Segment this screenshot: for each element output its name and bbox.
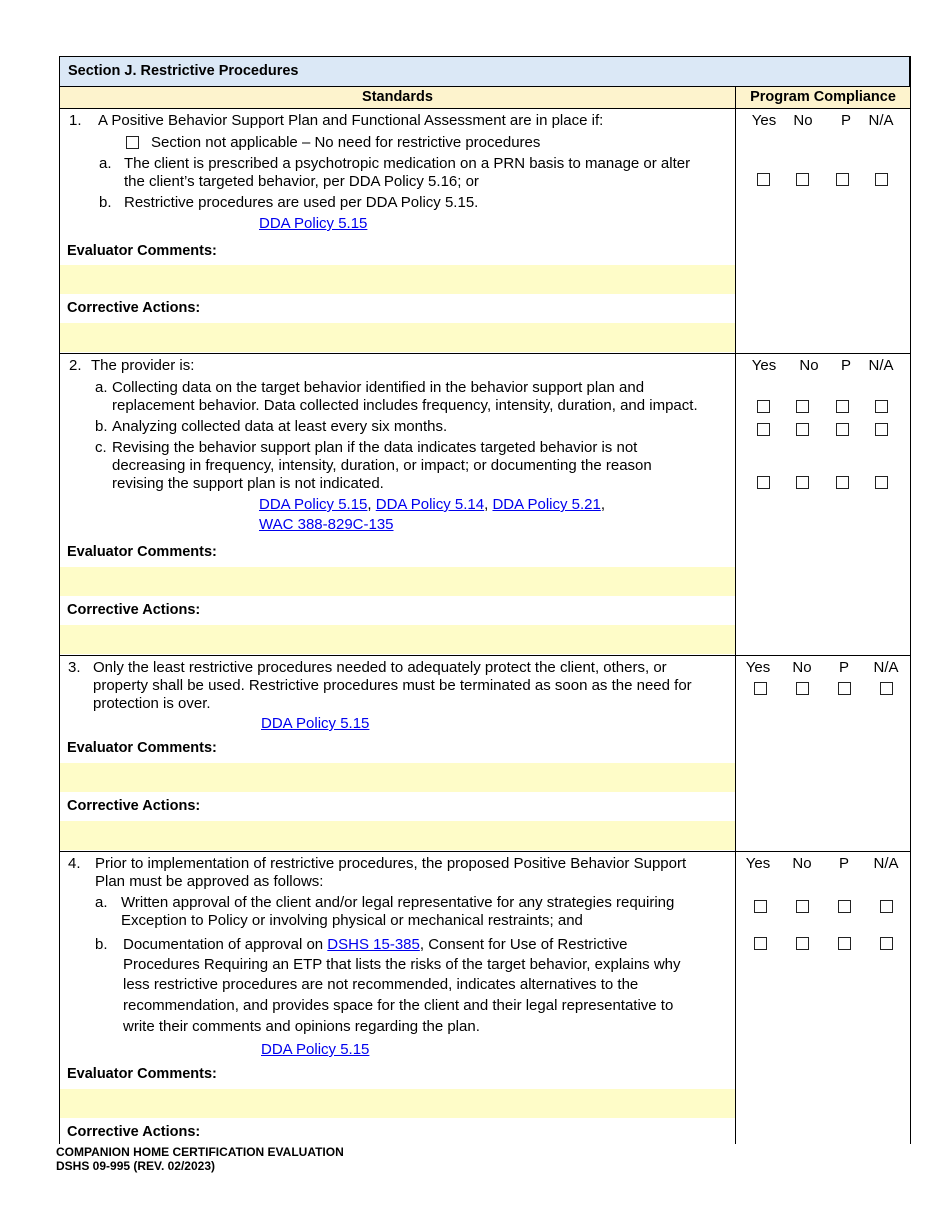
- item-4b-no-checkbox[interactable]: [796, 937, 809, 950]
- item-4b-line2: Procedures Requiring an ETP that lists the risks of the target behavior, explains why: [123, 956, 681, 973]
- item-2a-na-checkbox[interactable]: [875, 400, 888, 413]
- item-4b-yes-checkbox[interactable]: [754, 937, 767, 950]
- item-4a-line2: Exception to Policy or involving physical or mechanical restraints; and: [121, 912, 583, 929]
- item-1-na-checkbox[interactable]: [875, 173, 888, 186]
- item-1b-letter: b.: [99, 194, 112, 211]
- corrective-actions-label-3: Corrective Actions:: [67, 798, 201, 814]
- yes-header-2: Yes: [751, 357, 777, 374]
- item-4-line1: Prior to implementation of restrictive procedures, the proposed Positive Behavior Support: [95, 855, 687, 872]
- item-3-line1: Only the least restrictive procedures needed to adequately protect the client, others, or: [93, 659, 667, 676]
- item-1a-letter: a.: [99, 155, 112, 172]
- corrective-actions-label-2: Corrective Actions:: [67, 602, 201, 618]
- item-1-p-checkbox[interactable]: [836, 173, 849, 186]
- item-1-no-checkbox[interactable]: [796, 173, 809, 186]
- corrective-actions-field-1[interactable]: [60, 323, 735, 352]
- na-header-3: N/A: [873, 659, 899, 676]
- item-2c-line3: revising the support plan is not indicated.: [112, 475, 384, 492]
- item-2b-na-checkbox[interactable]: [875, 423, 888, 436]
- yes-header-1: Yes: [751, 112, 777, 129]
- item-2-policy-links: DDA Policy 5.15, DDA Policy 5.14, DDA Policy 5.21,: [259, 496, 606, 513]
- footer-title: COMPANION HOME CERTIFICATION EVALUATION: [56, 1145, 344, 1159]
- p-header-1: P: [840, 112, 851, 129]
- no-header-4: No: [792, 855, 812, 872]
- item-4a-na-checkbox[interactable]: [880, 900, 893, 913]
- na-header-2: N/A: [868, 357, 894, 374]
- item-2c-p-checkbox[interactable]: [836, 476, 849, 489]
- item-4b-line3: less restrictive procedures are not recommended, indicates alternatives to the: [123, 976, 639, 993]
- item-2-wac-link[interactable]: WAC 388-829C-135: [259, 516, 394, 533]
- item-4b-pre: Documentation of approval on: [123, 936, 328, 953]
- item-2a-no-checkbox[interactable]: [796, 400, 809, 413]
- section-title: Section J. Restrictive Procedures: [68, 63, 299, 79]
- item-1-yes-checkbox[interactable]: [757, 173, 770, 186]
- item-4-number: 4.: [68, 855, 81, 872]
- corrective-actions-label-4: Corrective Actions:: [67, 1124, 201, 1140]
- p-header-3: P: [838, 659, 849, 676]
- p-header-4: P: [838, 855, 849, 872]
- item-4b-p-checkbox[interactable]: [838, 937, 851, 950]
- item-4b-post: , Consent for Use of Restrictive: [419, 936, 628, 953]
- corrective-actions-field-3[interactable]: [60, 821, 735, 850]
- item-3-number: 3.: [68, 659, 81, 676]
- item-2-number: 2.: [69, 357, 82, 374]
- item-4-policy-link[interactable]: DDA Policy 5.15: [261, 1041, 370, 1058]
- yes-header-4: Yes: [745, 855, 771, 872]
- evaluator-comments-label-2: Evaluator Comments:: [67, 544, 217, 560]
- evaluator-comments-label-3: Evaluator Comments:: [67, 740, 217, 756]
- item-2c-no-checkbox[interactable]: [796, 476, 809, 489]
- item-3-p-checkbox[interactable]: [838, 682, 851, 695]
- item-2c-na-checkbox[interactable]: [875, 476, 888, 489]
- item-1-number: 1.: [69, 112, 82, 129]
- item-4b-letter: b.: [95, 936, 108, 953]
- item-4a-no-checkbox[interactable]: [796, 900, 809, 913]
- yes-header-3: Yes: [745, 659, 771, 676]
- item-2b-line1: Analyzing collected data at least every six months.: [112, 418, 448, 435]
- item-2c-line2: decreasing in frequency, intensity, duration, or impact; or documenting the reason: [112, 457, 652, 474]
- item-3-no-checkbox[interactable]: [796, 682, 809, 695]
- standards-header: Standards: [60, 86, 735, 108]
- no-header-1: No: [793, 112, 813, 129]
- item-4a-letter: a.: [95, 894, 108, 911]
- compliance-header: Program Compliance: [736, 86, 910, 108]
- item-4b-line4: recommendation, and provides space for the client and their legal representative to: [123, 997, 674, 1014]
- item-2-text: The provider is:: [91, 357, 195, 374]
- item-4a-yes-checkbox[interactable]: [754, 900, 767, 913]
- evaluator-comments-field-2[interactable]: [60, 567, 735, 596]
- item-3-yes-checkbox[interactable]: [754, 682, 767, 695]
- footer-form-number: DSHS 09-995 (REV. 02/2023): [56, 1159, 215, 1173]
- evaluator-comments-label-4: Evaluator Comments:: [67, 1066, 217, 1082]
- no-header-2: No: [799, 357, 819, 374]
- evaluator-comments-field-3[interactable]: [60, 763, 735, 792]
- item-2b-letter: b.: [95, 418, 108, 435]
- evaluator-comments-field-4[interactable]: [60, 1089, 735, 1118]
- item-1-na-option: Section not applicable – No need for restrictive procedures: [151, 134, 541, 151]
- item-3-line3: protection is over.: [93, 695, 211, 712]
- item-2b-yes-checkbox[interactable]: [757, 423, 770, 436]
- item-4-line2: Plan must be approved as follows:: [95, 873, 324, 890]
- item-2a-line2: replacement behavior. Data collected includes frequency, intensity, duration, and impact.: [112, 397, 698, 414]
- item-2a-letter: a.: [95, 379, 108, 396]
- section-not-applicable-checkbox[interactable]: [126, 136, 139, 149]
- item-2c-letter: c.: [95, 439, 107, 456]
- na-header-1: N/A: [868, 112, 894, 129]
- item-4b-na-checkbox[interactable]: [880, 937, 893, 950]
- item-2b-p-checkbox[interactable]: [836, 423, 849, 436]
- item-4b-line1: [123, 936, 627, 954]
- item-2-policy-link-3[interactable]: DDA Policy 5.21: [492, 496, 601, 513]
- item-2b-no-checkbox[interactable]: [796, 423, 809, 436]
- section-header: [59, 56, 910, 86]
- item-2-policy-link-1[interactable]: DDA Policy 5.15: [259, 496, 368, 513]
- item-3-policy-link[interactable]: DDA Policy 5.15: [261, 715, 370, 732]
- item-4a-p-checkbox[interactable]: [838, 900, 851, 913]
- evaluator-comments-label-1: Evaluator Comments:: [67, 243, 217, 259]
- evaluator-comments-field-1[interactable]: [60, 265, 735, 294]
- corrective-actions-label-1: Corrective Actions:: [67, 300, 201, 316]
- item-2c-yes-checkbox[interactable]: [757, 476, 770, 489]
- item-2-policy-link-2[interactable]: DDA Policy 5.14: [375, 496, 485, 513]
- item-3-line2: property shall be used. Restrictive procedures must be terminated as soon as the need for: [93, 677, 692, 694]
- item-2c-line1: Revising the behavior support plan if the data indicates targeted behavior is not: [112, 439, 638, 456]
- item-1-text: A Positive Behavior Support Plan and Functional Assessment are in place if:: [98, 112, 604, 129]
- item-4a-line1: Written approval of the client and/or legal representative for any strategies requiring: [121, 894, 675, 911]
- item-2a-line1: Collecting data on the target behavior identified in the behavior support plan and: [112, 379, 645, 396]
- item-1-policy-link[interactable]: DDA Policy 5.15: [259, 215, 368, 232]
- item-1a-line1: The client is prescribed a psychotropic medication on a PRN basis to manage or alter: [124, 155, 691, 172]
- dshs-15-385-link[interactable]: DSHS 15-385: [327, 936, 420, 953]
- no-header-3: No: [792, 659, 812, 676]
- na-header-4: N/A: [873, 855, 899, 872]
- item-2a-p-checkbox[interactable]: [836, 400, 849, 413]
- item-3-na-checkbox[interactable]: [880, 682, 893, 695]
- corrective-actions-field-2[interactable]: [60, 625, 735, 654]
- item-1a-line2: the client’s targeted behavior, per DDA Policy 5.16; or: [124, 173, 479, 190]
- item-1b-line1: Restrictive procedures are used per DDA Policy 5.15.: [124, 194, 479, 211]
- item-4b-line5: write their comments and opinions regarding the plan.: [123, 1018, 480, 1035]
- item-2a-yes-checkbox[interactable]: [757, 400, 770, 413]
- p-header-2: P: [840, 357, 851, 374]
